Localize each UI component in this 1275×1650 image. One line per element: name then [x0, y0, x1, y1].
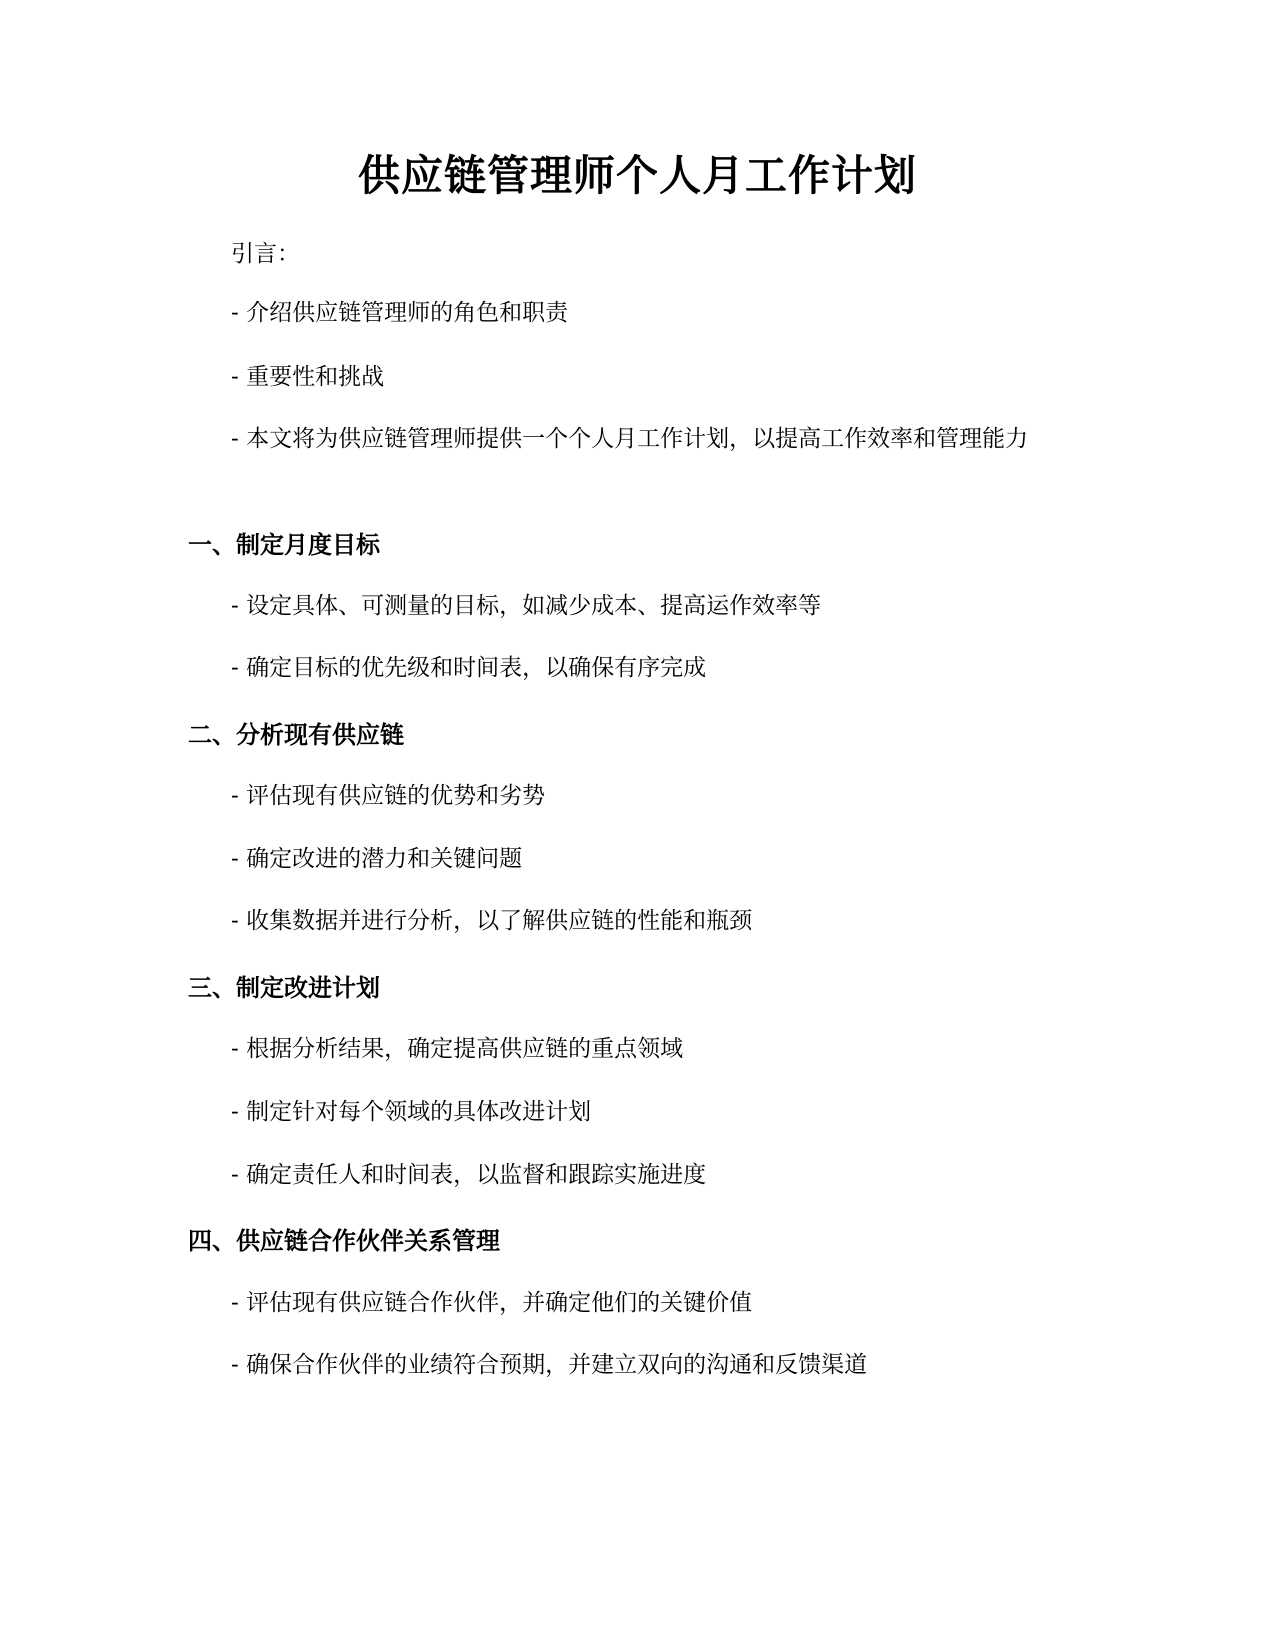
intro-label: 引言： [231, 241, 300, 267]
section-item: - 收集数据并进行分析，以了解供应链的性能和瓶颈 [231, 908, 753, 934]
document-title: 供应链管理师个人月工作计划 [357, 151, 917, 200]
section-item: - 设定具体、可测量的目标，如减少成本、提高运作效率等 [231, 593, 822, 619]
section-heading: 二、分析现有供应链 [188, 721, 404, 749]
section-item: - 确定责任人和时间表，以监督和跟踪实施进度 [231, 1162, 707, 1188]
section-item: - 确定改进的潜力和关键问题 [231, 846, 523, 872]
section-heading: 三、制定改进计划 [188, 974, 380, 1002]
section-item: - 评估现有供应链合作伙伴，并确定他们的关键价值 [231, 1290, 753, 1316]
section-item: - 根据分析结果，确定提高供应链的重点领域 [231, 1036, 684, 1062]
section-heading: 一、制定月度目标 [188, 531, 380, 559]
intro-item: - 介绍供应链管理师的角色和职责 [231, 300, 569, 326]
section-item: - 确保合作伙伴的业绩符合预期，并建立双向的沟通和反馈渠道 [231, 1352, 868, 1378]
intro-item: - 重要性和挑战 [231, 364, 385, 390]
section-item: - 制定针对每个领域的具体改进计划 [231, 1099, 592, 1125]
section-heading: 四、供应链合作伙伴关系管理 [188, 1227, 500, 1255]
intro-item: - 本文将为供应链管理师提供一个个人月工作计划，以提高工作效率和管理能力 [231, 426, 1029, 452]
section-item: - 确定目标的优先级和时间表，以确保有序完成 [231, 655, 707, 681]
section-item: - 评估现有供应链的优势和劣势 [231, 783, 546, 809]
